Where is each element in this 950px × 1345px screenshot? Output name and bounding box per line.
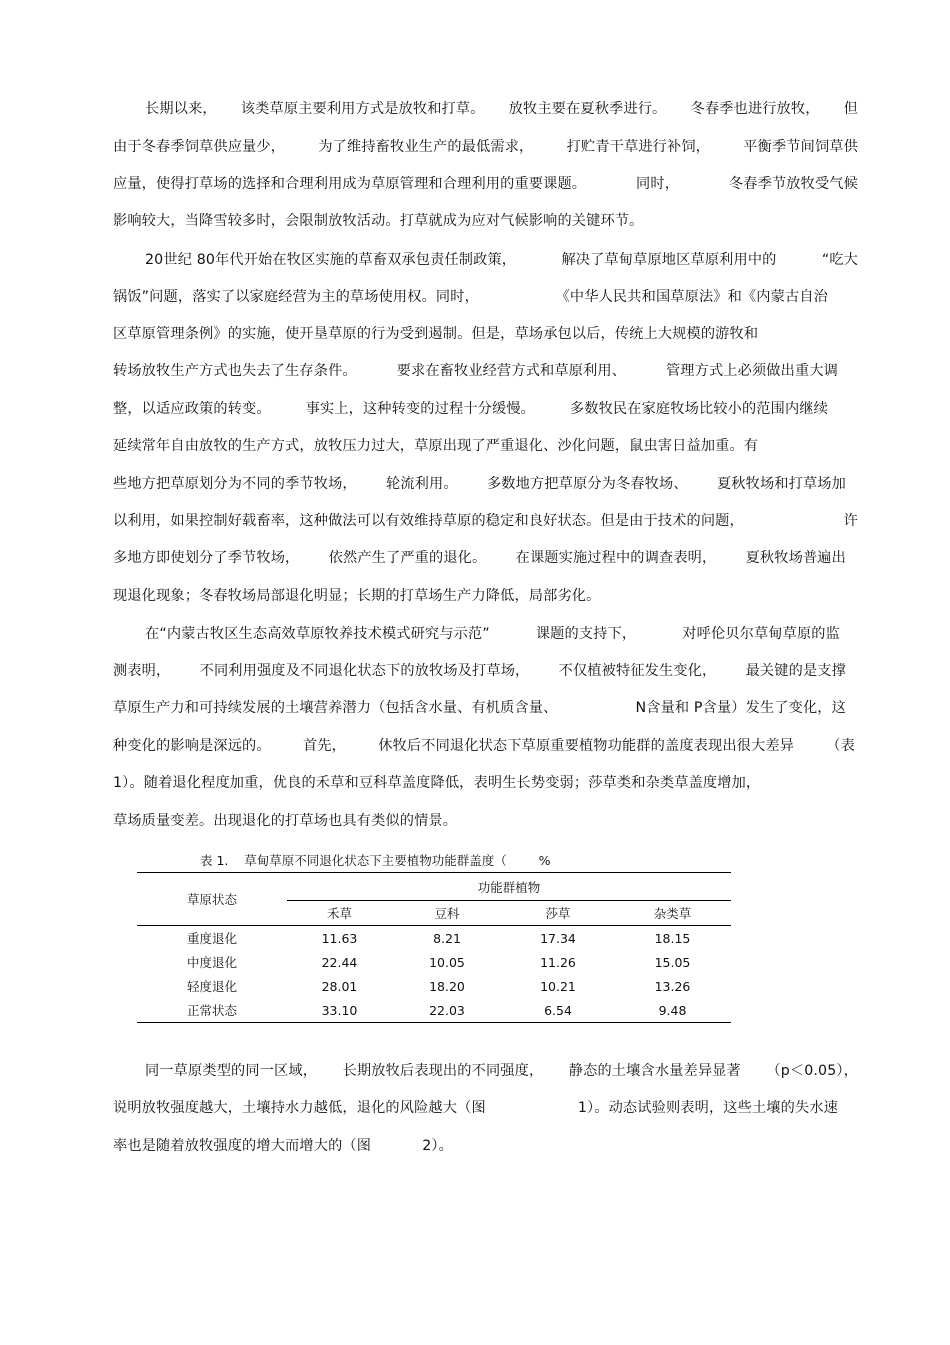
- text-segment: 长期以来，: [145, 101, 217, 117]
- text-segment: 草原生产力和可持续发展的土壤营养潜力（包括含水量、有机质含量、: [113, 700, 558, 716]
- text-segment: 事实上，这种转变的过程十分缓慢。: [305, 401, 536, 417]
- text-line: [113, 397, 828, 421]
- value-cell: 22.03: [429, 1002, 465, 1018]
- table-caption: 表 1. 草甸草原不同退化状态下主要植物功能群盖度（ %: [200, 853, 551, 868]
- table-row: [137, 950, 731, 974]
- text-line: [145, 248, 858, 272]
- text-line: [145, 97, 858, 121]
- text-segment: 影响较大，当降雪较多时，会限制放牧活动。打草就成为应对气候影响的关键环节。: [113, 213, 644, 229]
- text-segment: 冬春季节放牧受气候: [728, 176, 858, 192]
- text-segment: 冬春季也进行放牧，: [690, 101, 820, 117]
- value-cell: 28.01: [321, 978, 358, 994]
- text-segment: 不同利用强度及不同退化状态下的放牧场及打草场，: [199, 663, 530, 679]
- text-line: [113, 322, 858, 346]
- text-segment: 整，以适应政策的转变。: [113, 401, 271, 417]
- text-segment: 延续常年自由放牧的生产方式，放牧压力过大，草原出现了严重退化、沙化问题，鼠虫害日益加重。有: [113, 438, 759, 454]
- text-line: [145, 1059, 858, 1083]
- text-segment: 测表明，: [113, 663, 171, 679]
- text-segment: 多数地方把草原分为冬春牧场、: [486, 476, 688, 492]
- column-header: 杂类草: [614, 901, 731, 926]
- value-cell: 9.48: [658, 1002, 687, 1018]
- text-segment: 休牧后不同退化状态下草原重要植物功能群的盖度表现出很大差异: [378, 738, 795, 754]
- text-segment: 区草原管理条例》的实施，使开垦草原的行为受到遏制。但是，草场承包以后，传统上大规模的游牧和: [113, 326, 759, 342]
- text-segment: 由于冬春季饲草供应量少，: [113, 139, 286, 155]
- table-row: [137, 926, 731, 951]
- text-segment: 多数牧民在家庭牧场比较小的范围内继续: [569, 401, 828, 417]
- table-row: [137, 974, 731, 998]
- text-segment: 1）。动态试验则表明，这些土壤的失水速: [577, 1100, 838, 1116]
- text-segment: 放牧主要在夏秋季进行。: [508, 101, 667, 117]
- text-segment: 1）。随着退化程度加重，优良的禾草和豆科草盖度降低，表明生长势变弱；莎草类和杂类草盖度增加，: [113, 775, 761, 791]
- text-segment: （表: [826, 738, 855, 754]
- value-cell: 13.26: [654, 978, 691, 994]
- text-segment: 转场放牧生产方式也失去了生存条件。: [113, 363, 357, 379]
- text-segment: 应量，使得打草场的选择和合理利用成为草原管理和合理利用的重要课题。: [113, 176, 587, 192]
- text-line: [113, 172, 858, 196]
- value-cell: 11.63: [321, 930, 358, 946]
- text-segment: 2）。: [422, 1138, 453, 1154]
- text-line: [113, 1096, 838, 1120]
- text-line: [113, 509, 858, 533]
- text-line: [113, 734, 855, 758]
- text-line: [113, 359, 838, 383]
- text-segment: （p＜0.05），: [766, 1063, 858, 1079]
- text-segment: 不仅植被特征发生变化，: [558, 663, 717, 679]
- text-line: [113, 209, 858, 233]
- text-segment: 《中华人民共和国草原法》和《内蒙古自治: [555, 289, 828, 305]
- text-segment: 管理方式上必须做出重大调: [665, 363, 838, 379]
- text-line: [113, 771, 858, 795]
- text-segment: 草场质量变差。出现退化的打草场也具有类似的情景。: [113, 813, 458, 829]
- text-line: [113, 434, 858, 458]
- text-segment: 平衡季节间饲草供: [743, 139, 858, 155]
- text-line: [113, 135, 858, 159]
- text-line: [113, 659, 846, 683]
- value-cell: 17.34: [540, 930, 576, 946]
- state-cell: 重度退化: [186, 931, 237, 946]
- value-cell: 18.15: [654, 930, 691, 946]
- text-line: [113, 546, 846, 570]
- text-segment: 在课题实施过程中的调查表明，: [515, 550, 717, 566]
- column-header: 禾草: [287, 901, 392, 926]
- text-segment: 以利用，如果控制好载畜率，这种做法可以有效维持草原的稳定和良好状态。但是由于技术的问题，: [113, 513, 744, 529]
- text-segment: 锅饭”问题，落实了以家庭经营为主的草场使用权。同时，: [113, 289, 479, 305]
- value-cell: 33.10: [321, 1002, 358, 1018]
- text-segment: 要求在畜牧业经营方式和草原利用、: [396, 363, 627, 379]
- value-cell: 18.20: [429, 978, 465, 994]
- value-cell: 8.21: [433, 930, 461, 946]
- text-segment: 在“内蒙古牧区生态高效草原牧养技术模式研究与示范”: [145, 626, 490, 642]
- state-cell: 中度退化: [186, 955, 237, 970]
- text-line: [113, 1134, 453, 1158]
- group-header: 功能群植物: [287, 873, 731, 901]
- text-segment: 20世纪 80年代开始在牧区实施的草畜双承包责任制政策，: [145, 252, 517, 268]
- text-segment: 夏秋牧场和打草场加: [716, 476, 846, 492]
- text-line: [113, 809, 858, 833]
- text-segment: 但: [843, 101, 858, 117]
- text-segment: 同时，: [636, 176, 680, 192]
- text-segment: 轮流利用。: [386, 476, 458, 492]
- value-cell: 10.21: [540, 978, 576, 994]
- text-segment: 依然产生了严重的退化。: [328, 550, 487, 566]
- text-segment: 课题的支持下，: [535, 626, 637, 642]
- column-header: 莎草: [502, 901, 614, 926]
- text-line: [113, 285, 828, 309]
- text-segment: 说明放牧强度越大，土壤持水力越低，退化的风险越大（图: [113, 1100, 486, 1116]
- text-line: [113, 696, 846, 720]
- text-segment: 打贮青干草进行补饲，: [566, 139, 711, 155]
- text-segment: 些地方把草原划分为不同的季节牧场，: [113, 476, 357, 492]
- text-segment: 该类草原主要利用方式是放牧和打草。: [240, 101, 485, 117]
- text-segment: 解决了草甸草原地区草原利用中的: [561, 252, 777, 268]
- text-segment: 首先，: [302, 738, 346, 754]
- text-segment: 许: [843, 513, 858, 529]
- column-header: 豆科: [392, 901, 502, 926]
- text-segment: 长期放牧后表现出的不同强度，: [342, 1063, 544, 1079]
- text-segment: 夏秋牧场普遍出: [745, 550, 846, 566]
- value-cell: 6.54: [544, 1002, 572, 1018]
- text-segment: 最关键的是支撑: [745, 663, 846, 679]
- text-segment: “吃大: [821, 252, 858, 268]
- text-segment: 静态的土壤含水量差异显著: [568, 1063, 741, 1079]
- value-cell: 22.44: [321, 954, 358, 970]
- value-cell: 11.26: [540, 954, 576, 970]
- text-segment: 同一草原类型的同一区域，: [145, 1063, 318, 1079]
- text-segment: 多地方即使划分了季节牧场，: [113, 550, 300, 566]
- data-table: [137, 872, 731, 1023]
- table-row: [137, 998, 731, 1023]
- state-cell: 轻度退化: [186, 979, 237, 994]
- row-header: 草原状态: [137, 873, 287, 926]
- text-segment: N含量和 P含量）发生了变化，这: [635, 700, 846, 716]
- value-cell: 10.05: [429, 954, 465, 970]
- text-line: [145, 622, 840, 646]
- text-segment: 对呼伦贝尔草甸草原的监: [682, 626, 840, 642]
- value-cell: 15.05: [654, 954, 691, 970]
- text-segment: 种变化的影响是深远的。: [113, 738, 271, 754]
- text-segment: 率也是随着放牧强度的增大而增大的（图: [113, 1138, 372, 1154]
- text-line: [113, 472, 846, 496]
- text-line: [113, 584, 858, 608]
- text-segment: 为了维持畜牧业生产的最低需求，: [318, 139, 534, 155]
- text-segment: 现退化现象；冬春牧场局部退化明显；长期的打草场生产力降低，局部劣化。: [113, 588, 601, 604]
- state-cell: 正常状态: [186, 1003, 237, 1018]
